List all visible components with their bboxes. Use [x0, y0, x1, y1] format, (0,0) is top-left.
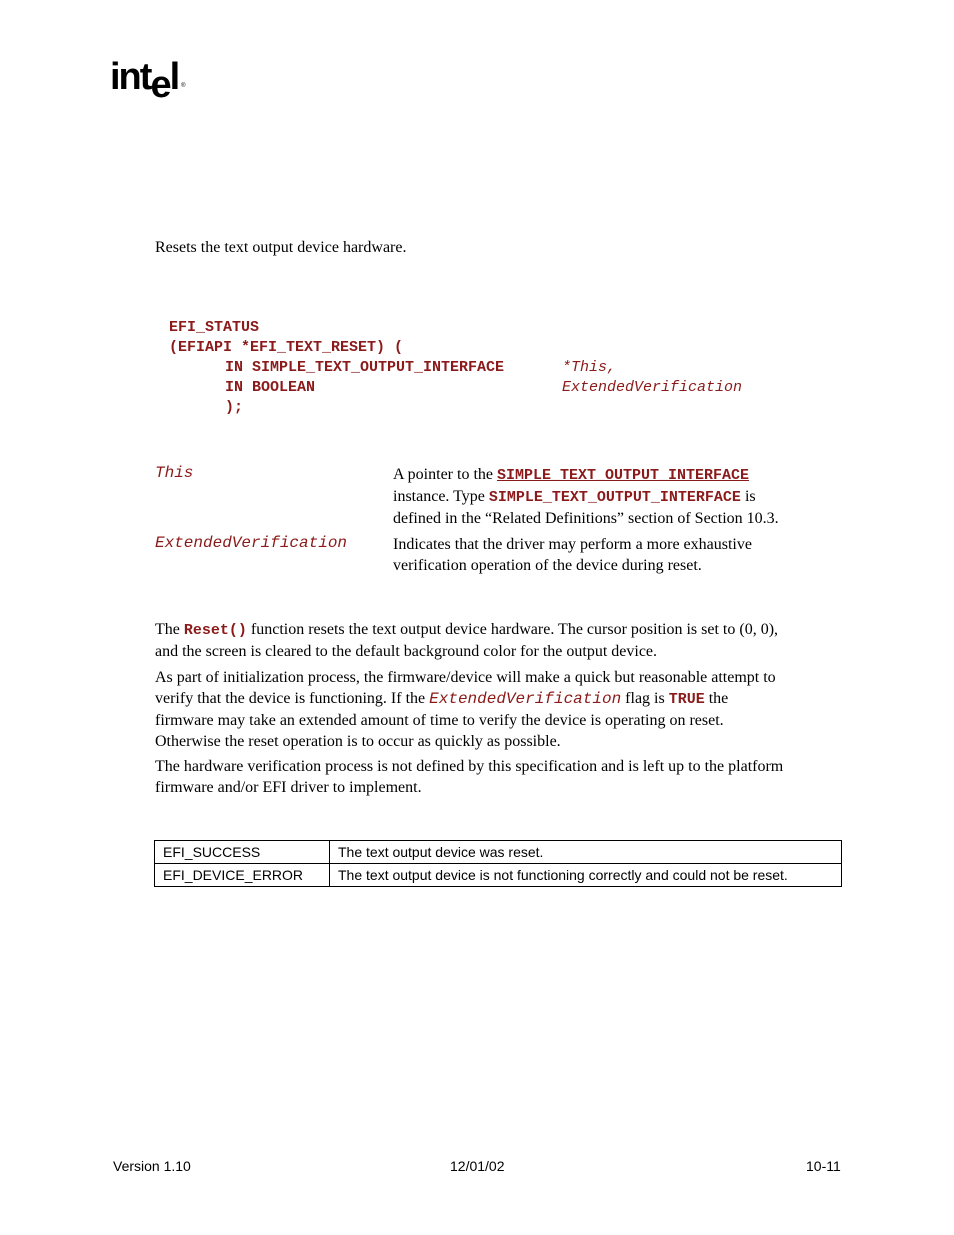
- simple-text-output-interface-link[interactable]: SIMPLE_TEXT_OUTPUT_INTERFACE: [496, 467, 750, 484]
- status-desc-cell: The text output device was reset.: [330, 841, 842, 864]
- prototype-line-3-keyword: IN SIMPLE_TEXT_OUTPUT_INTERFACE: [225, 359, 505, 376]
- footer-version: Version 1.10: [113, 1158, 191, 1174]
- description-paragraph-2: As part of initialization process, the firmware/device will make a quick but reasonable attempt to verify that the device is functioning. If the ExtendedVerification flag is TRUE the firmware may take an extended amount of time to verify the device is operating on reset. Otherwise the reset operation is to occur as quickly as possible.: [155, 669, 776, 750]
- param-desc-this-line-1: A pointer to the SIMPLE_TEXT_OUTPUT_INTERFACE: [393, 466, 750, 484]
- param-desc-extended-verification: Indicates that the driver may perform a more exhaustive verification operation of the device during reset.: [393, 536, 752, 574]
- param-desc-this-line-3: defined in the “Related Definitions” section of Section 10.3.: [393, 510, 779, 527]
- summary-text: Resets the text output device hardware.: [155, 239, 407, 256]
- prototype-line-5: );: [225, 399, 244, 416]
- status-code-cell: EFI_SUCCESS: [155, 841, 330, 864]
- footer-page-number: 10-11: [806, 1158, 841, 1174]
- table-row: [155, 841, 842, 864]
- description-paragraph-1: The Reset() function resets the text output device hardware. The cursor position is set to (0, 0), and the screen is cleared to the default background color for the output device.: [155, 621, 779, 660]
- param-desc-this: [393, 464, 833, 529]
- prototype-line-3-param: *This,: [562, 359, 617, 376]
- prototype-line-2: (EFIAPI *EFI_TEXT_RESET) (: [169, 339, 404, 356]
- intel-logo: intel ®: [110, 56, 186, 106]
- status-code-cell: EFI_DEVICE_ERROR: [155, 864, 330, 887]
- param-name-extended-verification: ExtendedVerification: [155, 534, 348, 552]
- prototype-line-1: EFI_STATUS: [169, 319, 260, 336]
- param-name-this: This: [155, 464, 194, 482]
- footer-date: 12/01/02: [450, 1158, 505, 1174]
- param-desc-this-line-2: instance. Type SIMPLE_TEXT_OUTPUT_INTERFACE is: [393, 488, 756, 506]
- table-row: [155, 864, 842, 887]
- prototype-line-4-param: ExtendedVerification: [562, 379, 743, 396]
- status-codes-table: [154, 840, 842, 887]
- status-desc-cell: The text output device is not functioning correctly and could not be reset.: [330, 864, 842, 887]
- prototype-line-4-keyword: IN BOOLEAN: [225, 379, 316, 396]
- description-paragraph-3: The hardware verification process is not defined by this specification and is left up to the platform firmware and/or EFI driver to implement.: [155, 758, 784, 796]
